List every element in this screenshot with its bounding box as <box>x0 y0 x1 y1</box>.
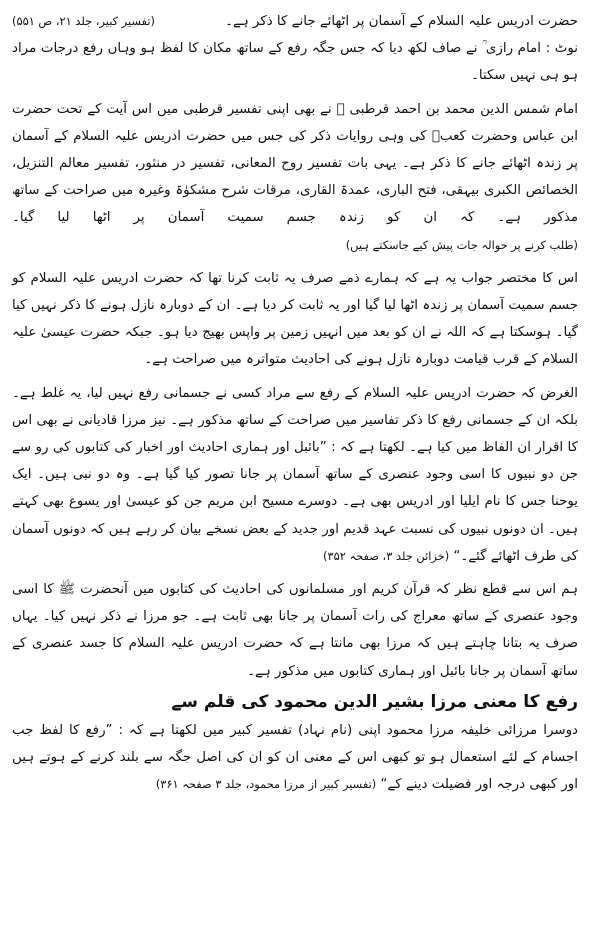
paragraph-1-reference: (تفسیر کبیر، جلد ۲۱، ص ۵۵۱) <box>12 14 155 28</box>
paragraph-7-reference: (تفسیر کبیر از مرزا محمود، جلد ۳ صفحہ ۳۶۱) <box>155 777 377 792</box>
paragraph-3-reference: (طلب کرنے پر حوالہ جات پیش کیے جاسکتے ہیں) <box>345 237 578 252</box>
paragraph-5 <box>12 380 578 570</box>
paragraph-1-text: حضرت ادریس علیہ السلام کے آسمان پر اٹھائے جانے کا ذکر ہے۔ <box>225 14 578 29</box>
note-paragraph: نوٹ : امام رازی ؒ نے صاف لکھ دیا کہ جس جگہ رفع کے ساتھ مکان کا لفظ ہو وہاں رفع درجات مراد ہو ہی نہیں سکتا۔ <box>12 41 578 84</box>
paragraph-7 <box>12 717 578 799</box>
paragraph-5-reference: (خزائن جلد ۳، صفحہ ۳۵۲) <box>323 548 450 563</box>
paragraph-6: ہم اس سے قطع نظر کہ قرآن کریم اور مسلمانوں کی احادیث کی کتابوں میں آنحضرت ﷺ کا اسی وجود عنصری کے ساتھ معراج کی رات آسمان پر جانا بھی ثابت ہے۔ جو مرزا نے ذکر نہیں کیا۔ یہاں صرف یہ بتانا چاہتے ہیں کہ مرزا بھی مانتا ہے کہ حضرت ادریس علیہ السلام کا جسد عنصری کے ساتھ آسمان پر جانا بائبل اور ہماری کتابوں میں مذکور ہے۔ <box>12 582 578 679</box>
paragraph-7-text: دوسرا مرزائی خلیفہ مرزا محمود اپنی (نام نہاد) تفسیر کبیر میں لکھتا ہے کہ : ”رفع کا لفظ جب اجسام کے لئے استعمال ہو تو کبھی اس کے معنی ان کو ان کی اصل جگہ سے بلند کرنے کے ہوتے ہیں اور کبھی درجہ اور فضیلت دینے کے“ <box>12 722 578 793</box>
document-page <box>12 8 578 798</box>
paragraph-1 <box>12 8 578 35</box>
paragraph-3-text: امام شمس الدین محمد بن احمد قرطبی ؒ نے بھی اپنی تفسیر قرطبی میں اس آیت کے تحت حضرت ابن عباس وحضرت کعبؓ کی وہی روایات ذکر کی جس میں حضرت ادریس علیہ السلام کے آسمان پر زندہ اٹھائے جانے کا ذکر ہے۔ یہی بات تفسیر روح المعانی، تفسیر در منثور، تفسیر معالم التنزیل، الخصائص الکبری بیہقی، فتح الباری، عمدۃ القاری، مرقات شرح مشکوٰۃ وغیرہ میں صراحت کے ساتھ مذکور ہے۔ کہ ان کو زندہ جسم سمیت آسمان پر اٹھا لیا گیا۔ <box>12 101 578 226</box>
paragraph-4: اس کا مختصر جواب یہ ہے کہ ہمارے ذمے صرف یہ ثابت کرنا تھا کہ حضرت ادریس علیہ السلام کو جسم سمیت آسمان پر زندہ اٹھا لیا گیا اور یہ ثابت کر دیا ہے۔ ان کے دوبارہ نازل ہونے کا ذکر نہیں کیا گیا۔ ہوسکتا ہے کہ اللہ نے ان کو بعد میں انہیں زمین پر واپس بھیج دیا ہو۔ جبکہ حضرت عیسیٰ علیہ السلام کے قرب قیامت دوبارہ نازل ہونے کی احادیث متواترہ میں صراحت ہے۔ <box>12 270 578 368</box>
paragraph-5-text: الغرض کہ حضرت ادریس علیہ السلام کے رفع سے مراد کسی نے جسمانی رفع نہیں لیا، یہ غلط ہے۔ بلکہ ان کے جسمانی رفع کا ذکر تفاسیر میں صراحت کے ساتھ مذکور ہے۔ نیز مرزا قادیانی نے بھی اس کا اقرار ان الفاظ میں کیا ہے۔ لکھتا ہے کہ : ”بائبل اور ہماری احادیث اور اخبار کی کتابوں کی رو سے جن دو نبیوں کا اسی وجود عنصری کے ساتھ آسمان پر جانا تصور کیا گیا ہے۔ وہ دو نبی ہیں۔ ایک یوحنا جس کا نام ایلیا اور ادریس بھی ہے۔ دوسرے مسیح ابن مریم جن کو عیسیٰ اور یسوع بھی کہتے ہیں۔ ان دونوں نبیوں کی نسبت عہد قدیم اور جدید کے بعض نسخے بیان کر رہے ہیں کہ دونوں آسمان کی طرف اٹھائے گئے۔“ <box>12 385 578 564</box>
section-heading: رفع کا معنی مرزا بشیر الدین محمود کی قلم سے <box>171 691 578 712</box>
paragraph-3 <box>12 96 578 259</box>
